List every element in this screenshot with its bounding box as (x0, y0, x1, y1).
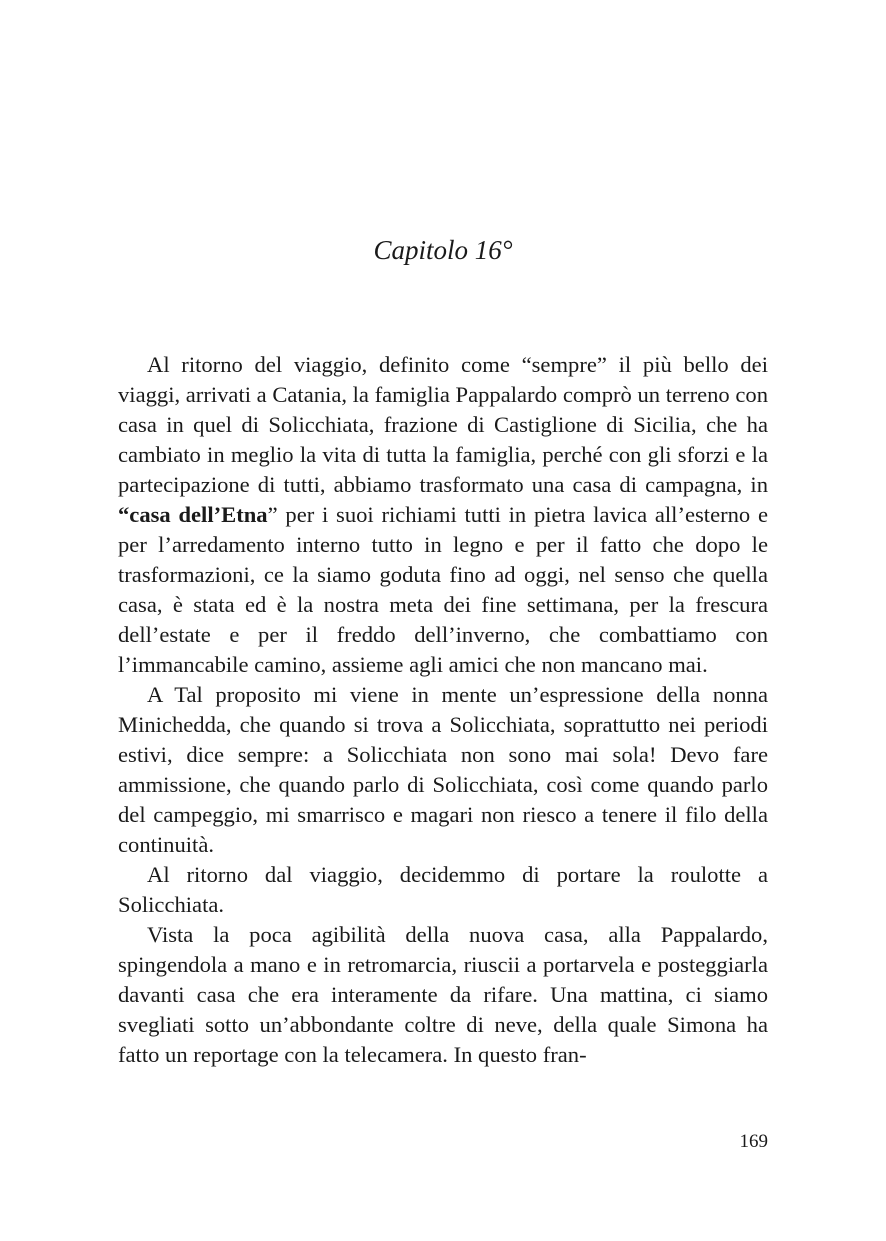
body-text (118, 350, 768, 1070)
paragraph-4: Vista la poca agibilità della nuova casa, alla Pappalardo, spingendola a mano e in retromarcia, riuscii a portarvela e posteggiarla davanti casa che era interamente da rifare. Una mattina, ci siamo svegliati sotto un’abbondante coltre di neve, della quale Simona ha fatto un reportage con la telecamera. In questo fran- (118, 922, 768, 1067)
paragraph-1-text-end: ” per i suoi richiami tutti in pietra lavica all’esterno e per l’arredamento interno tutto in legno e per il fatto che dopo le trasformazioni, ce la siamo goduta fino ad oggi, nel senso che quella casa, è stata ed è la nostra meta dei fine settimana, per la frescura dell’estate e per il freddo dell’inverno, che combattiamo con l’immancabile camino, assieme agli amici che non mancano mai. (118, 502, 769, 677)
paragraph-3: Al ritorno dal viaggio, decidemmo di portare la roulotte a Solicchiata. (118, 862, 768, 917)
page-number: 169 (739, 1131, 768, 1152)
paragraph-2: A Tal proposito mi viene in mente un’espressione della nonna Minichedda, che quando si trova a Solicchiata, soprattutto nei periodi estivi, dice sempre: a Solicchiata non sono mai sola! Devo fare ammissione, che quando parlo di Solicchiata, così come quando parlo del campeggio, mi smarrisco e magari non riesco a tenere il filo della continuità. (118, 682, 768, 857)
paragraph-1 (118, 350, 768, 680)
chapter-title: Capitolo 16° (373, 235, 513, 265)
paragraph-1-bold-phrase: “casa dell’Etna (118, 502, 268, 527)
paragraph-1-text-start: Al ritorno del viaggio, definito come “sempre” il più bello dei viaggi, arrivati a Catania, la famiglia Pappalardo comprò un terreno con casa in quel di Solicchiata, frazione di Castiglione di Sicilia, che ha cambiato in meglio la vita di tutta la famiglia, perché con gli sforzi e la partecipazione di tutti, abbiamo trasformato una casa di campagna, in (118, 352, 768, 497)
